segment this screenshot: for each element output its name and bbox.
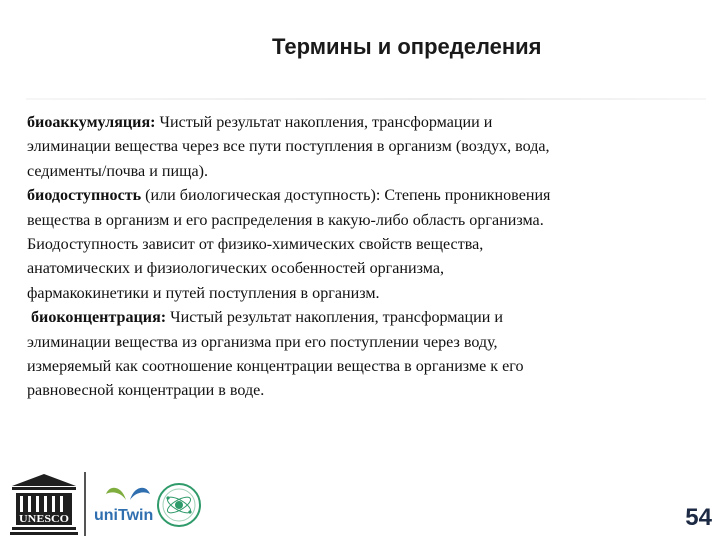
definition-line: измеряемый как соотношение концентрации вещества в организме к его	[27, 358, 524, 376]
unitwin-logo	[92, 480, 164, 532]
definition-line: Биодоступность зависит от физико-химических свойств вещества,	[27, 236, 484, 254]
definition-line: равновесной концентрации в воде.	[27, 382, 265, 400]
term-bioaccumulation: биоаккумуляция:	[27, 114, 156, 131]
definition-bioconcentration	[27, 306, 711, 404]
slide-title: Термины и определения	[272, 34, 542, 59]
definition-line: Чистый результат накопления, трансформации и	[155, 114, 493, 131]
definition-line: вещества в организм и его распределения в какую-либо область организма.	[27, 211, 544, 229]
emblem-icon	[156, 482, 202, 528]
definition-line: (или биологическая доступность): Степень проникновения	[141, 187, 551, 205]
definition-line: фармакокинетики и путей поступления в организм.	[27, 284, 380, 302]
term-bioavailability: биодоступность	[27, 187, 142, 205]
definitions-text	[27, 111, 711, 404]
svg-text:uniTwin: uniTwin	[94, 507, 154, 524]
svg-text:UNESCO: UNESCO	[19, 514, 70, 525]
definition-bioaccumulation	[27, 111, 711, 184]
definition-line: Чистый результат накопления, трансформации и	[166, 309, 504, 327]
definition-bioavailability	[27, 184, 711, 306]
footer-logos	[8, 470, 228, 540]
term-bioconcentration: биоконцентрация:	[31, 309, 167, 327]
title-divider	[26, 98, 706, 100]
definition-line: анатомических и физиологических особенностей организма,	[27, 260, 444, 278]
logo-separator	[84, 472, 86, 536]
definition-line: элиминации вещества из организма при его поступлении через воду,	[27, 333, 498, 351]
page-number: 54	[685, 504, 712, 531]
definition-line: седименты/почва и пища).	[27, 162, 208, 180]
unesco-logo	[8, 472, 80, 536]
definition-line: элиминации вещества через все пути поступления в организм (воздух, вода,	[27, 138, 550, 156]
